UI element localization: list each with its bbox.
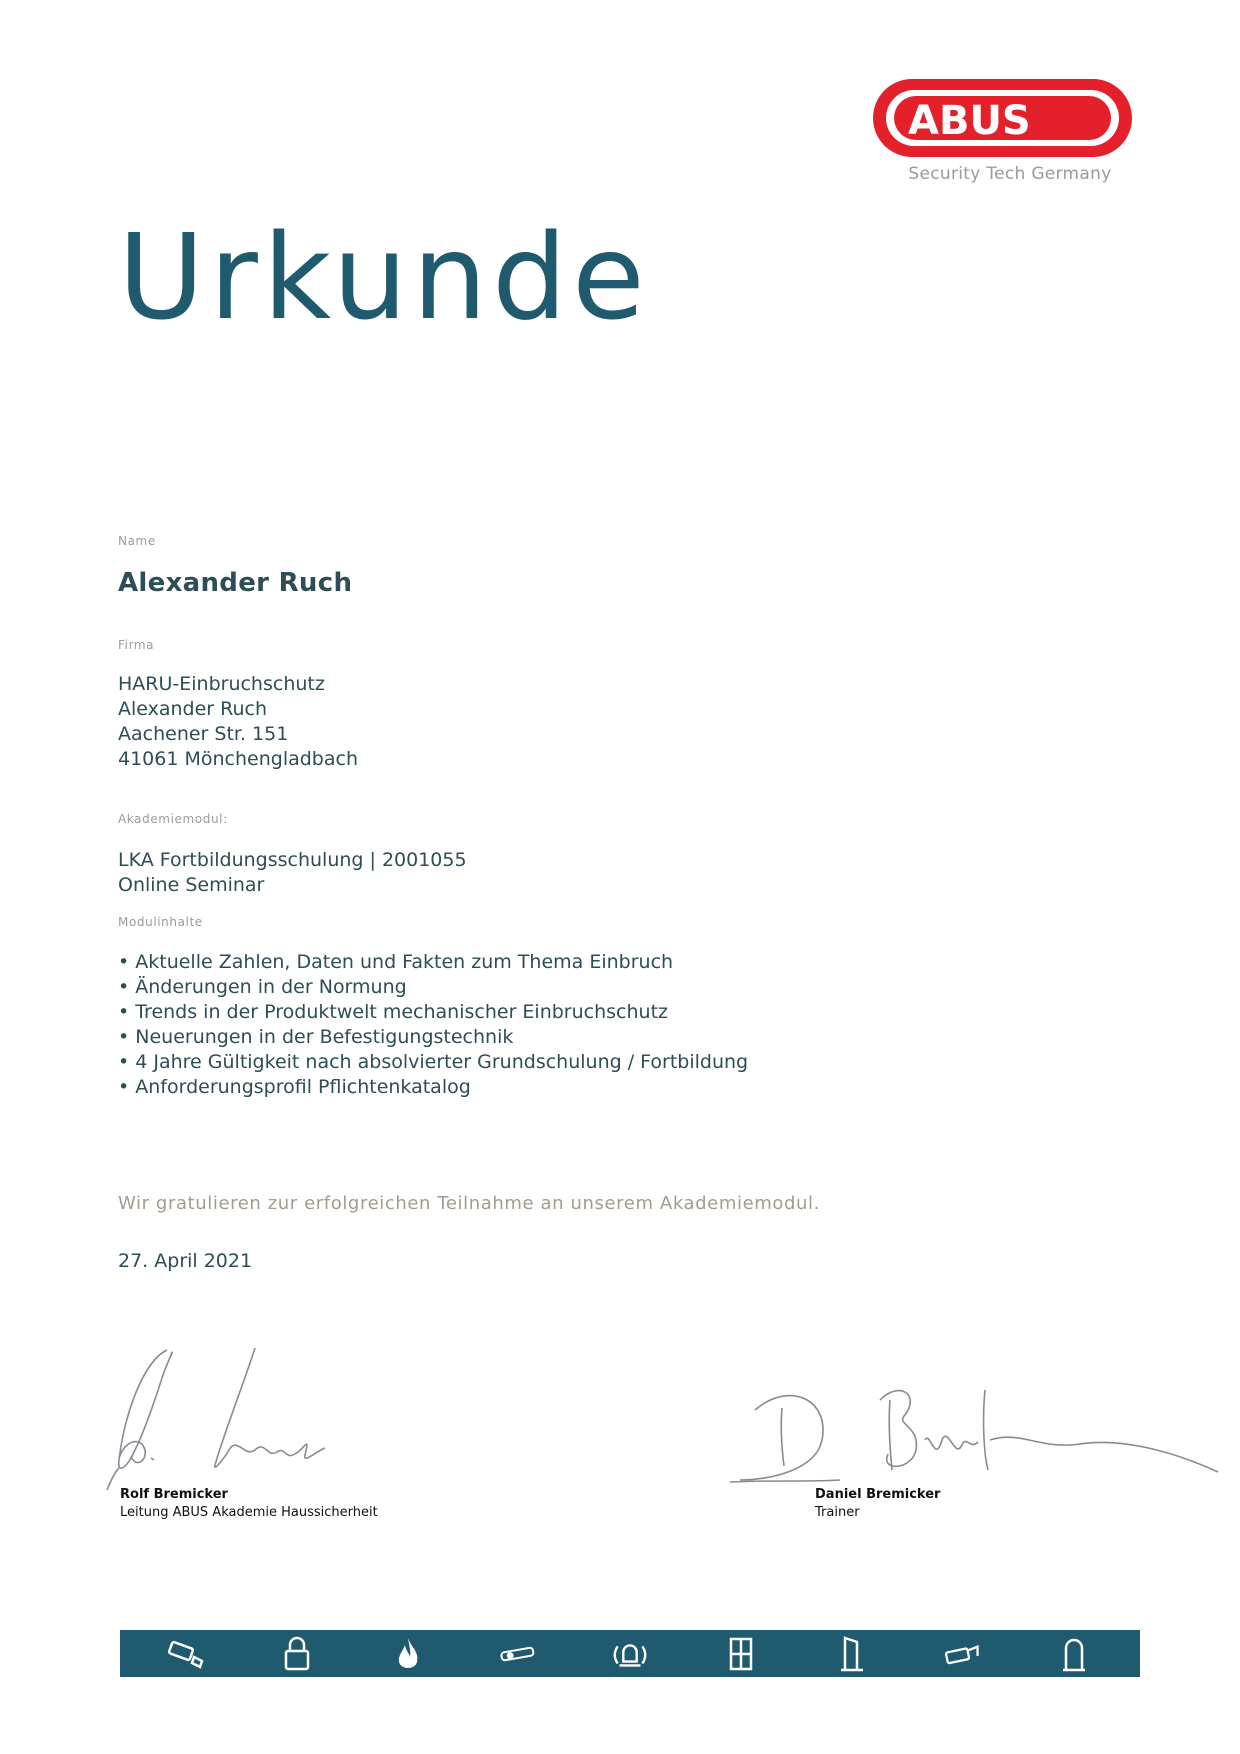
signature-daniel bbox=[730, 1370, 1220, 1485]
signer-name: Daniel Bremicker bbox=[815, 1487, 941, 1502]
name-label: Name bbox=[118, 534, 156, 548]
list-item: • Trends in der Produktwelt mechanischer Einbruchschutz bbox=[118, 1001, 668, 1023]
module-line: LKA Fortbildungsschulung | 2001055 bbox=[118, 849, 467, 871]
module-info bbox=[118, 848, 467, 898]
logo-tagline: Security Tech Germany bbox=[908, 164, 1112, 184]
shackle-icon bbox=[1054, 1634, 1094, 1674]
company-line: Aachener Str. 151 bbox=[118, 723, 289, 745]
company-address bbox=[118, 672, 358, 772]
logo-lettering: ABUS bbox=[908, 98, 1031, 144]
list-item: • Aktuelle Zahlen, Daten und Fakten zum Thema Einbruch bbox=[118, 951, 674, 973]
company-line: 41061 Mönchengladbach bbox=[118, 748, 358, 770]
padlock-icon bbox=[277, 1634, 317, 1674]
company-label: Firma bbox=[118, 638, 155, 652]
window-lock-icon bbox=[721, 1634, 761, 1674]
signature-rolf bbox=[105, 1340, 365, 1490]
bike-lock-icon bbox=[943, 1634, 983, 1674]
signer-name: Rolf Bremicker bbox=[120, 1487, 228, 1502]
fire-icon bbox=[388, 1634, 428, 1674]
congratulation-text: Wir gratulieren zur erfolgreichen Teilnahme an unserem Akademiemodul. bbox=[118, 1193, 820, 1214]
module-label: Akademiemodul: bbox=[118, 812, 228, 826]
list-item: • Änderungen in der Normung bbox=[118, 976, 407, 998]
contents-list bbox=[118, 950, 748, 1100]
module-line: Online Seminar bbox=[118, 874, 265, 896]
contents-label: Modulinhalte bbox=[118, 915, 203, 929]
recipient-name: Alexander Ruch bbox=[118, 568, 353, 598]
signer-role: Trainer bbox=[815, 1505, 860, 1520]
issue-date: 27. April 2021 bbox=[118, 1250, 253, 1272]
cylinder-lock-icon bbox=[499, 1634, 539, 1674]
list-item: • Anforderungsprofil Pflichtenkatalog bbox=[118, 1076, 471, 1098]
alarm-siren-icon bbox=[610, 1634, 650, 1674]
page-title: Urkunde bbox=[118, 208, 650, 346]
camera-icon bbox=[166, 1634, 206, 1674]
company-line: Alexander Ruch bbox=[118, 698, 268, 720]
list-item: • 4 Jahre Gültigkeit nach absolvierter Grundschulung / Fortbildung bbox=[118, 1051, 749, 1073]
company-line: HARU-Einbruchschutz bbox=[118, 673, 325, 695]
door-icon bbox=[832, 1634, 872, 1674]
signer-role: Leitung ABUS Akademie Haussicherheit bbox=[120, 1505, 378, 1520]
list-item: • Neuerungen in der Befestigungstechnik bbox=[118, 1026, 514, 1048]
footer-icon-strip bbox=[120, 1630, 1140, 1677]
abus-logo bbox=[870, 76, 1135, 160]
